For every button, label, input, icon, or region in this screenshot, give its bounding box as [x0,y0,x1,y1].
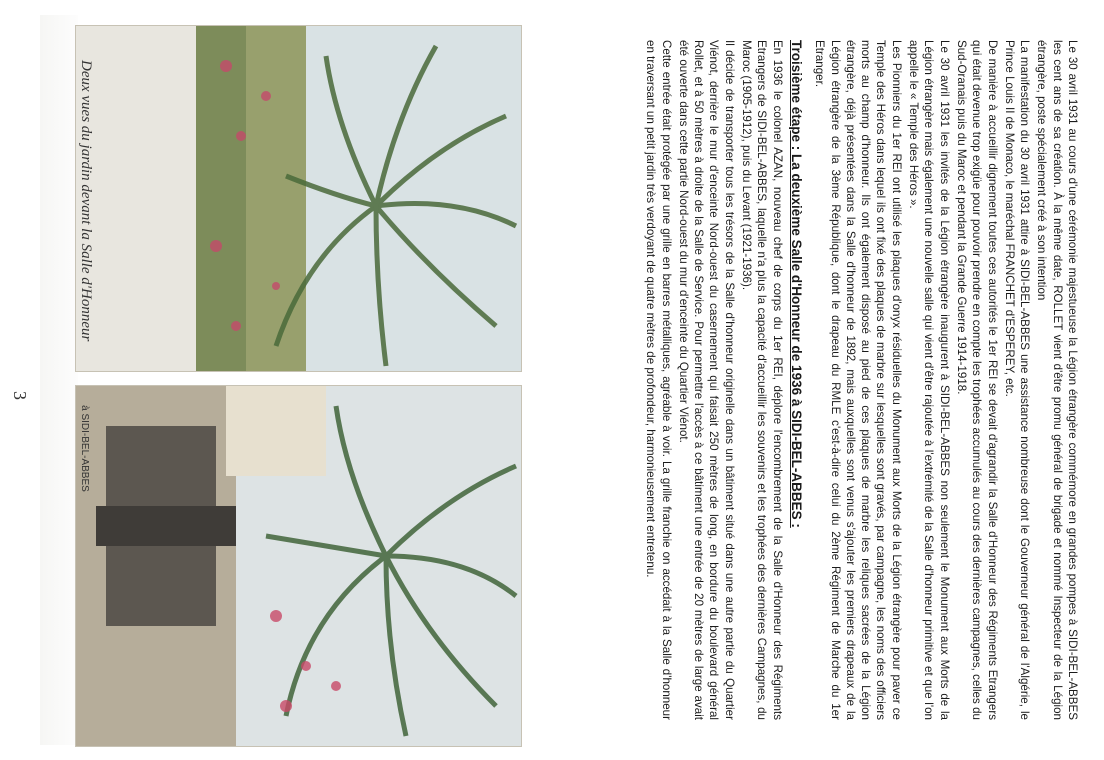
caption-handwritten: Deux vues du jardin devant la Salle d'Honneur [78,60,94,342]
paragraph-5: Les Pionniers du 1er REI ont utilisé les plaques d'onyx résiduelles du Monument aux Morts de la Légion étrangère pour paver ce Temple des Héros dans lequel ils ont fixé des plaques de marbre sur lesquelles sont gravés, par campagne, les noms des officiers morts au champ d'honneur. Ils ont également disposé au pied de ces plaques de marbre les reliques sacrées de la Légion étrangère, déjà présentées dans la Salle d'honneur de 1892, mais auxquelles sont venus s'ajouter les premiers drapeaux de la Légion étrangère de la 3ème République, dont le drapeau du RMLE c'est-à-dire celui du 2ème Régiment de Marche du 1er Etranger. [813,40,903,720]
garden-photo-1 [75,25,522,372]
paragraph-8: Cette entrée était protégée par une grille en barres métalliques, agréable à voir. La grille franchie on accédait à la Salle d'honneur en traversant un petit jardin très verdoyant de quatre mètres de profondeur, harmonieusement entretenu. [644,40,673,720]
paragraph-2: La manifestation du 30 avril 1931 attire à SIDI-BEL-ABBES une assistance nombreuse dont le Gouverneur général de l'Algérie, le Prince Louis II de Monaco, le maréchal FRANCHET d'ESPEREY, etc. [1002,40,1032,720]
photo-caption [64,60,94,760]
section-heading: Troisième étape : La deuxième Salle d'Honneur de 1936 à SIDI-BEL-ABBES : [788,40,804,528]
paragraph-3: De manière à accueillir dignement toutes ces autorités le 1er REI se devait d'agrandir la Salle d'Honneur des Régiments Etrangers qui était devenue trop exigüe pour pouvoir prendre en compte les trophées accumulés au cours des dernières campagnes, celles du Sud-Oranais puis du Maroc et pendant la Grande Guerre 1914-1918. [954,40,999,720]
paragraph-1: Le 30 avril 1931 au cours d'une cérémonie majestueuse la Légion étrangère commémore en grandes pompes à SIDI-BEL-ABBES les cent ans de sa création. À la même date, ROLLET vient d'être promu général de brigade et nommé Inspecteur de la Légion étrangère, poste spécialement créé à son intention [1035,40,1079,720]
page-number: 3 [10,391,30,400]
garden-photo-2 [75,385,522,747]
paragraph-4: Le 30 avril 1931 les invités de la Légion étrangère inaugurent à SIDI-BEL-ABBES non seulement le Monument aux Morts de la Légion étrangère mais également une nouvelle salle qui vient d'être rajoutée à l'extrémité de la Salle d'honneur primitive et que l'on appelle le « Temple des Héros ». [907,40,951,720]
paragraph-7: Il décide de transporter tous les trésors de la Salle d'honneur originelle dans un bâtiment situé dans une autre partie du Quartier Viénot, derrière le mur d'enceinte Nord-ouest du casernement qui faisait 250 mètres de long, en bordure du boulevard général Rollet, et à 50 mètres à droite de la Salle de Service. Pour permettre l'accès à ce bâtiment une entrée de 20 mètres de large avait été ouverte dans cette partie Nord-ouest du mur d'enceinte du Quartier Viénot. [676,40,736,720]
paragraph-6: En 1936 le colonel AZAN, nouveau chef de corps du 1er REI, déplore l'encombrement de la Salle d'Honneur des Régiments Etrangers de SIDI-BEL-ABBES, laquelle n'a plus la capacité d'accueillir les souvenirs et les trophées des dernières Campagnes, du Maroc (1905-1912), puis du Levant (1921-1936). [740,40,784,720]
article-text [620,40,1080,720]
caption-place: à SIDI-BEL-ABBES [79,405,90,492]
